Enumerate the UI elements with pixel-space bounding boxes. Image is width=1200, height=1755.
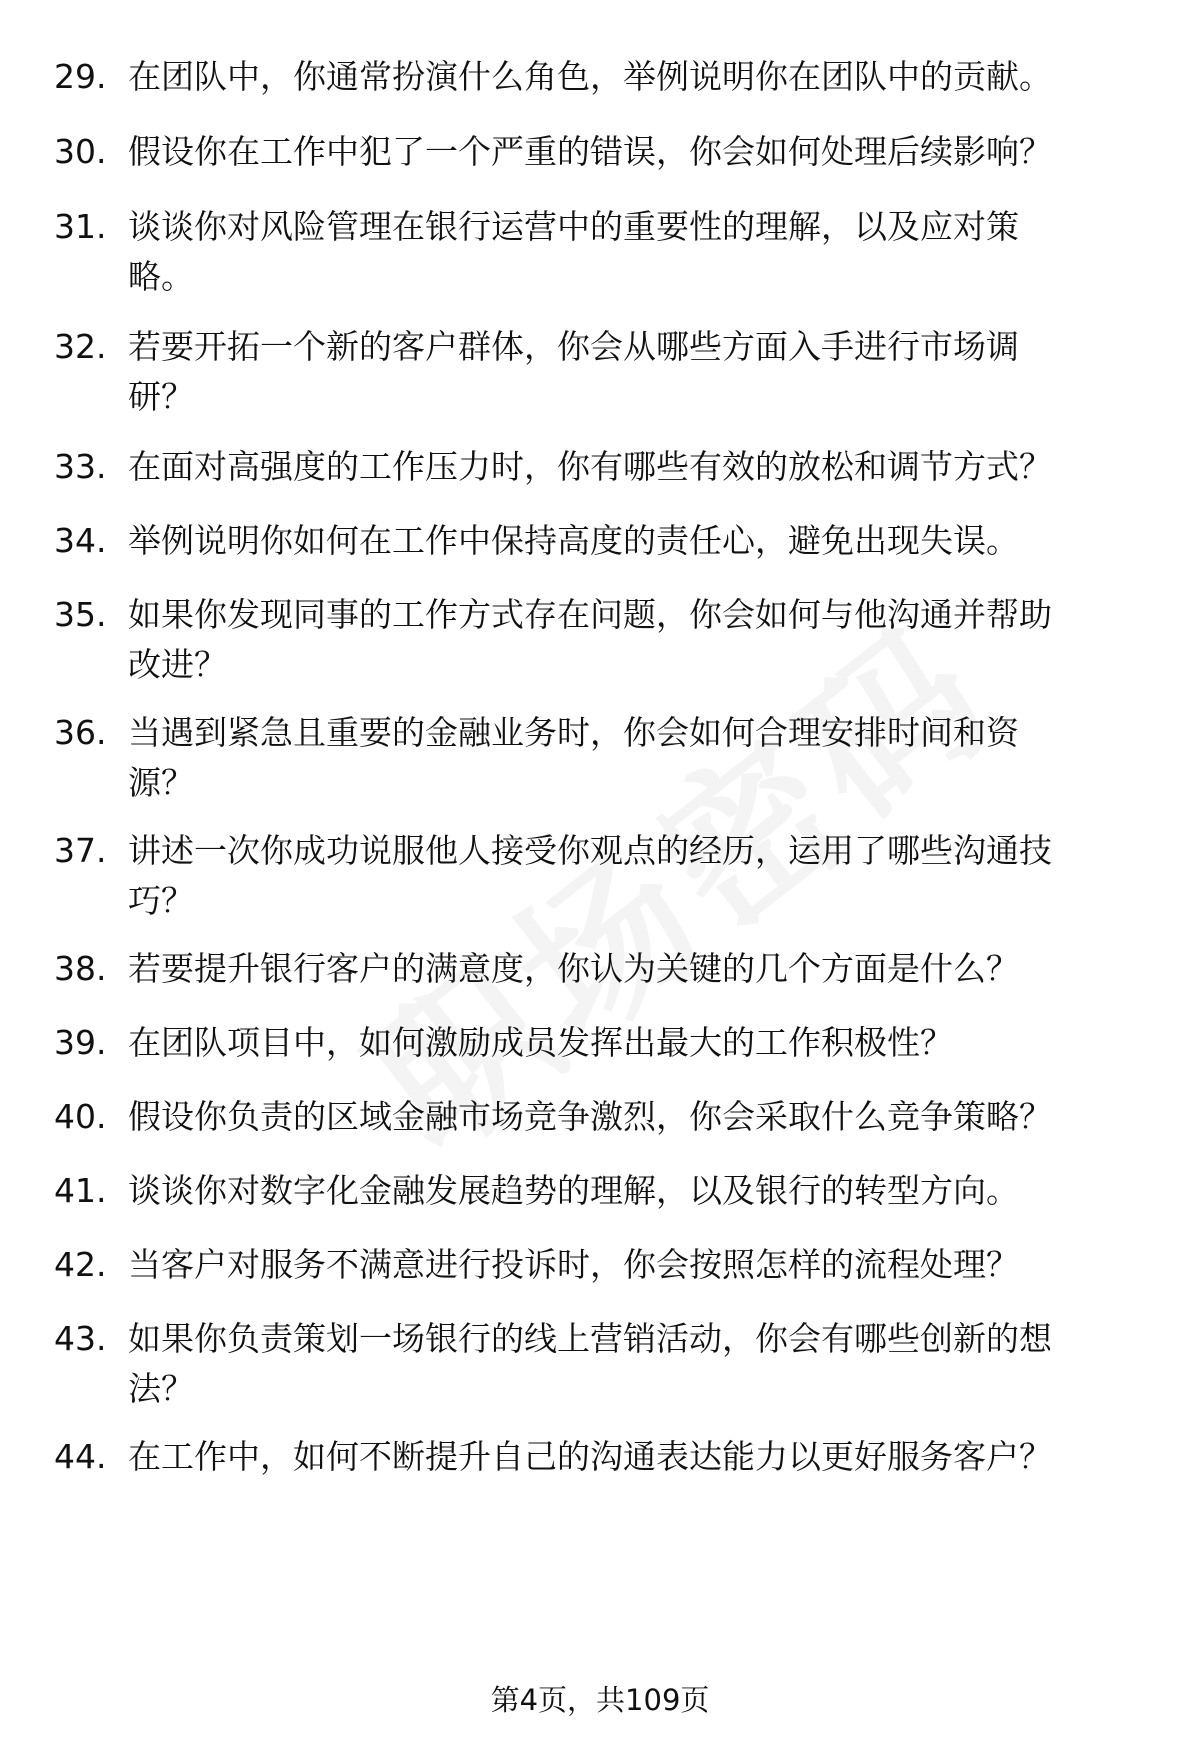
item-number: 42. [54, 1245, 107, 1284]
item-text: 若要开拓一个新的客户群体，你会从哪些方面入手进行市场调 研？ [128, 327, 1019, 416]
item-number: 43. [54, 1319, 107, 1358]
item-number: 38. [54, 949, 107, 988]
item-text: 讲述一次你成功说服他人接受你观点的经历，运用了哪些沟通技 巧？ [128, 831, 1052, 920]
item-text: 在工作中，如何不断提升自己的沟通表达能力以更好服务客户？ [128, 1437, 1052, 1476]
item-text: 当遇到紧急且重要的金融业务时，你会如何合理安排时间和资 源？ [128, 713, 1019, 802]
item-number: 37. [54, 831, 107, 870]
item-number: 31. [54, 207, 107, 246]
item-number: 36. [54, 713, 107, 752]
item-text: 在团队中，你通常扮演什么角色，举例说明你在团队中的贡献。 [128, 57, 1052, 96]
item-text: 如果你负责策划一场银行的线上营销活动，你会有哪些创新的想 法？ [128, 1319, 1052, 1408]
page-indicator: 第4页，共109页 [490, 1683, 710, 1717]
item-text: 假设你在工作中犯了一个严重的错误，你会如何处理后续影响？ [128, 132, 1052, 171]
item-number: 44. [54, 1437, 107, 1476]
item-number: 35. [54, 595, 107, 634]
item-number: 40. [54, 1097, 107, 1136]
item-text: 假设你负责的区域金融市场竞争激烈，你会采取什么竞争策略？ [128, 1097, 1052, 1136]
item-text: 谈谈你对数字化金融发展趋势的理解，以及银行的转型方向。 [128, 1171, 1019, 1210]
item-text: 若要提升银行客户的满意度，你认为关键的几个方面是什么？ [128, 949, 1019, 988]
item-text: 举例说明你如何在工作中保持高度的责任心，避免出现失误。 [128, 521, 1019, 560]
item-text: 谈谈你对风险管理在银行运营中的重要性的理解，以及应对策 略。 [128, 207, 1019, 296]
item-number: 41. [54, 1171, 107, 1210]
item-number: 29. [54, 57, 107, 96]
item-number: 32. [54, 327, 107, 366]
item-text: 在面对高强度的工作压力时，你有哪些有效的放松和调节方式？ [128, 447, 1052, 486]
item-number: 34. [54, 521, 107, 560]
item-number: 30. [54, 132, 107, 171]
item-number: 33. [54, 447, 107, 486]
item-number: 39. [54, 1023, 107, 1062]
item-text: 在团队项目中，如何激励成员发挥出最大的工作积极性？ [128, 1023, 953, 1062]
item-text: 如果你发现同事的工作方式存在问题，你会如何与他沟通并帮助 改进？ [128, 595, 1052, 684]
item-text: 当客户对服务不满意进行投诉时，你会按照怎样的流程处理？ [128, 1245, 1019, 1284]
